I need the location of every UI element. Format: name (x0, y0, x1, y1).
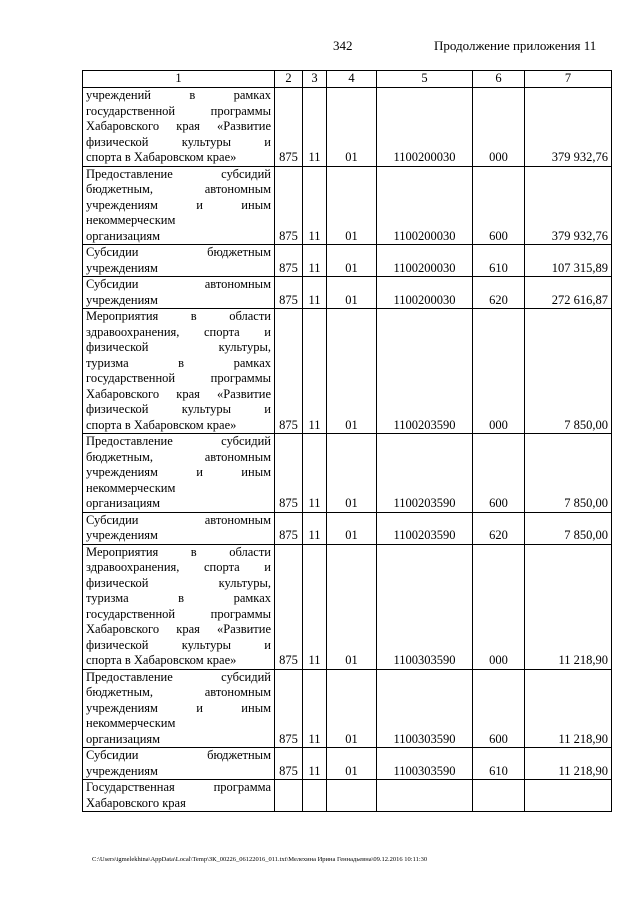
section-code-cell: 11 (303, 277, 327, 309)
target-article-cell: 1100200030 (377, 245, 473, 277)
target-article-cell (377, 780, 473, 812)
administrator-code-cell: 875 (275, 434, 303, 513)
table-row (83, 780, 612, 812)
row-name-cell (83, 434, 275, 513)
row-name-line: некоммерческим (86, 480, 176, 495)
row-name-cell (83, 748, 275, 780)
expense-type-cell: 600 (473, 166, 525, 245)
row-name-line: Субсидии автономным (86, 512, 271, 527)
row-name-line: Субсидии бюджетным (86, 245, 271, 259)
expense-type-cell: 000 (473, 309, 525, 434)
administrator-code-cell: 875 (275, 245, 303, 277)
administrator-code-cell: 875 (275, 544, 303, 669)
table-header-row (83, 71, 612, 88)
row-name-line: учреждений в рамках (86, 88, 271, 102)
table-row (83, 277, 612, 309)
row-name-cell (83, 245, 275, 277)
row-name-line: Мероприятия в области (86, 309, 271, 323)
row-name-line: физической культуры и (86, 134, 271, 149)
row-name-line: учреждениям и иным (86, 700, 271, 715)
budget-table (82, 70, 612, 812)
section-code-cell: 11 (303, 748, 327, 780)
row-name-line: учреждениям и иным (86, 465, 271, 479)
row-name-line: Государственная программа (86, 780, 271, 794)
row-name-line: организациям (86, 496, 161, 510)
expense-type-cell: 620 (473, 277, 525, 309)
amount-cell: 379 932,76 (525, 166, 612, 245)
table-row (83, 512, 612, 544)
expense-type-cell: 610 (473, 748, 525, 780)
expense-type-cell: 000 (473, 88, 525, 167)
expense-type-cell: 620 (473, 512, 525, 544)
table-row (83, 245, 612, 277)
row-name-line: бюджетным, автономным (86, 449, 271, 464)
row-name-line: здравоохранения, спорта и (86, 324, 271, 339)
amount-cell: 7 850,00 (525, 434, 612, 513)
row-name-line: физической культуры и (86, 637, 271, 652)
row-name-line: Субсидии автономным (86, 277, 271, 291)
expense-type-cell: 610 (473, 245, 525, 277)
row-name-line: спорта в Хабаровском крае» (86, 150, 237, 164)
column-header: 5 (377, 71, 473, 88)
amount-cell: 11 218,90 (525, 669, 612, 748)
section-code-cell: 11 (303, 88, 327, 167)
administrator-code-cell: 875 (275, 166, 303, 245)
table-row (83, 434, 612, 513)
amount-cell: 272 616,87 (525, 277, 612, 309)
footer-file-path: C:\Users\igmelekhina\AppData\Local\Temp\ЗК_00226_06122016_011.txt\Мелехина Ирина Геннадьевна\09.12.2016 10:11:30 (92, 856, 428, 863)
column-header: 3 (303, 71, 327, 88)
subsection-code-cell: 01 (327, 544, 377, 669)
subsection-code-cell: 01 (327, 166, 377, 245)
subsection-code-cell: 01 (327, 277, 377, 309)
subsection-code-cell: 01 (327, 309, 377, 434)
row-name-line: некоммерческим (86, 213, 176, 227)
row-name-cell (83, 88, 275, 167)
expense-type-cell: 600 (473, 434, 525, 513)
row-name-line: физической культуры, (86, 340, 271, 354)
subsection-code-cell: 01 (327, 245, 377, 277)
subsection-code-cell: 01 (327, 669, 377, 748)
expense-type-cell (473, 780, 525, 812)
row-name-cell (83, 277, 275, 309)
target-article-cell: 1100200030 (377, 88, 473, 167)
row-name-line: Мероприятия в области (86, 544, 271, 559)
row-name-cell (83, 166, 275, 245)
section-code-cell: 11 (303, 544, 327, 669)
row-name-cell (83, 544, 275, 669)
row-name-line: физической культуры и (86, 402, 271, 416)
administrator-code-cell: 875 (275, 512, 303, 544)
row-name-line: Хабаровского края «Развитие (86, 622, 271, 636)
row-name-line: Предоставление субсидий (86, 166, 271, 181)
row-name-line: государственной программы (86, 606, 271, 621)
administrator-code-cell: 875 (275, 277, 303, 309)
amount-cell: 379 932,76 (525, 88, 612, 167)
column-header: 4 (327, 71, 377, 88)
column-header: 2 (275, 71, 303, 88)
row-name-line: государственной программы (86, 371, 271, 385)
target-article-cell: 1100203590 (377, 512, 473, 544)
row-name-line: некоммерческим (86, 716, 176, 730)
row-name-cell (83, 512, 275, 544)
row-name-line: туризма в рамках (86, 591, 271, 605)
row-name-line: спорта в Хабаровском крае» (86, 653, 237, 667)
amount-cell: 107 315,89 (525, 245, 612, 277)
expense-type-cell: 600 (473, 669, 525, 748)
row-name-line: учреждениям и иным (86, 197, 271, 212)
target-article-cell: 1100303590 (377, 748, 473, 780)
target-article-cell: 1100200030 (377, 277, 473, 309)
page-header-title: Продолжение приложения 11 (434, 38, 597, 53)
table-row (83, 88, 612, 167)
target-article-cell: 1100303590 (377, 669, 473, 748)
administrator-code-cell (275, 780, 303, 812)
table-row (83, 309, 612, 434)
target-article-cell: 1100203590 (377, 434, 473, 513)
column-header: 6 (473, 71, 525, 88)
administrator-code-cell: 875 (275, 748, 303, 780)
amount-cell: 11 218,90 (525, 748, 612, 780)
table-row (83, 166, 612, 245)
row-name-line: учреждениям (86, 528, 158, 542)
administrator-code-cell: 875 (275, 669, 303, 748)
row-name-line: учреждениям (86, 260, 158, 275)
section-code-cell: 11 (303, 309, 327, 434)
amount-cell: 7 850,00 (525, 512, 612, 544)
target-article-cell: 1100200030 (377, 166, 473, 245)
row-name-line: учреждениям (86, 292, 158, 307)
row-name-line: государственной программы (86, 103, 271, 118)
section-code-cell: 11 (303, 434, 327, 513)
subsection-code-cell: 01 (327, 88, 377, 167)
row-name-line: бюджетным, автономным (86, 182, 271, 196)
subsection-code-cell (327, 780, 377, 812)
row-name-line: учреждениям (86, 763, 158, 778)
row-name-line: бюджетным, автономным (86, 685, 271, 699)
row-name-line: Предоставление субсидий (86, 669, 271, 684)
row-name-cell (83, 669, 275, 748)
subsection-code-cell: 01 (327, 748, 377, 780)
row-name-line: физической культуры, (86, 575, 271, 590)
section-code-cell: 11 (303, 669, 327, 748)
table-row (83, 544, 612, 669)
row-name-line: здравоохранения, спорта и (86, 560, 271, 574)
subsection-code-cell: 01 (327, 512, 377, 544)
target-article-cell: 1100303590 (377, 544, 473, 669)
row-name-line: организациям (86, 731, 161, 746)
amount-cell: 11 218,90 (525, 544, 612, 669)
table-row (83, 748, 612, 780)
subsection-code-cell: 01 (327, 434, 377, 513)
row-name-line: Хабаровского края «Развитие (86, 119, 271, 133)
row-name-cell (83, 780, 275, 812)
row-name-line: Хабаровского края (86, 795, 186, 810)
administrator-code-cell: 875 (275, 309, 303, 434)
section-code-cell: 11 (303, 166, 327, 245)
section-code-cell: 11 (303, 512, 327, 544)
section-code-cell (303, 780, 327, 812)
administrator-code-cell: 875 (275, 88, 303, 167)
target-article-cell: 1100203590 (377, 309, 473, 434)
expense-type-cell: 000 (473, 544, 525, 669)
amount-cell (525, 780, 612, 812)
row-name-line: Предоставление субсидий (86, 434, 271, 448)
row-name-line: спорта в Хабаровском крае» (86, 417, 237, 432)
table-body (83, 88, 612, 812)
row-name-line: туризма в рамках (86, 355, 271, 370)
row-name-line: организациям (86, 228, 161, 243)
page-number: 342 (333, 38, 353, 53)
section-code-cell: 11 (303, 245, 327, 277)
column-header: 1 (83, 71, 275, 88)
table-row (83, 669, 612, 748)
column-header: 7 (525, 71, 612, 88)
amount-cell: 7 850,00 (525, 309, 612, 434)
row-name-line: Хабаровского края «Развитие (86, 386, 271, 401)
row-name-cell (83, 309, 275, 434)
row-name-line: Субсидии бюджетным (86, 748, 271, 762)
